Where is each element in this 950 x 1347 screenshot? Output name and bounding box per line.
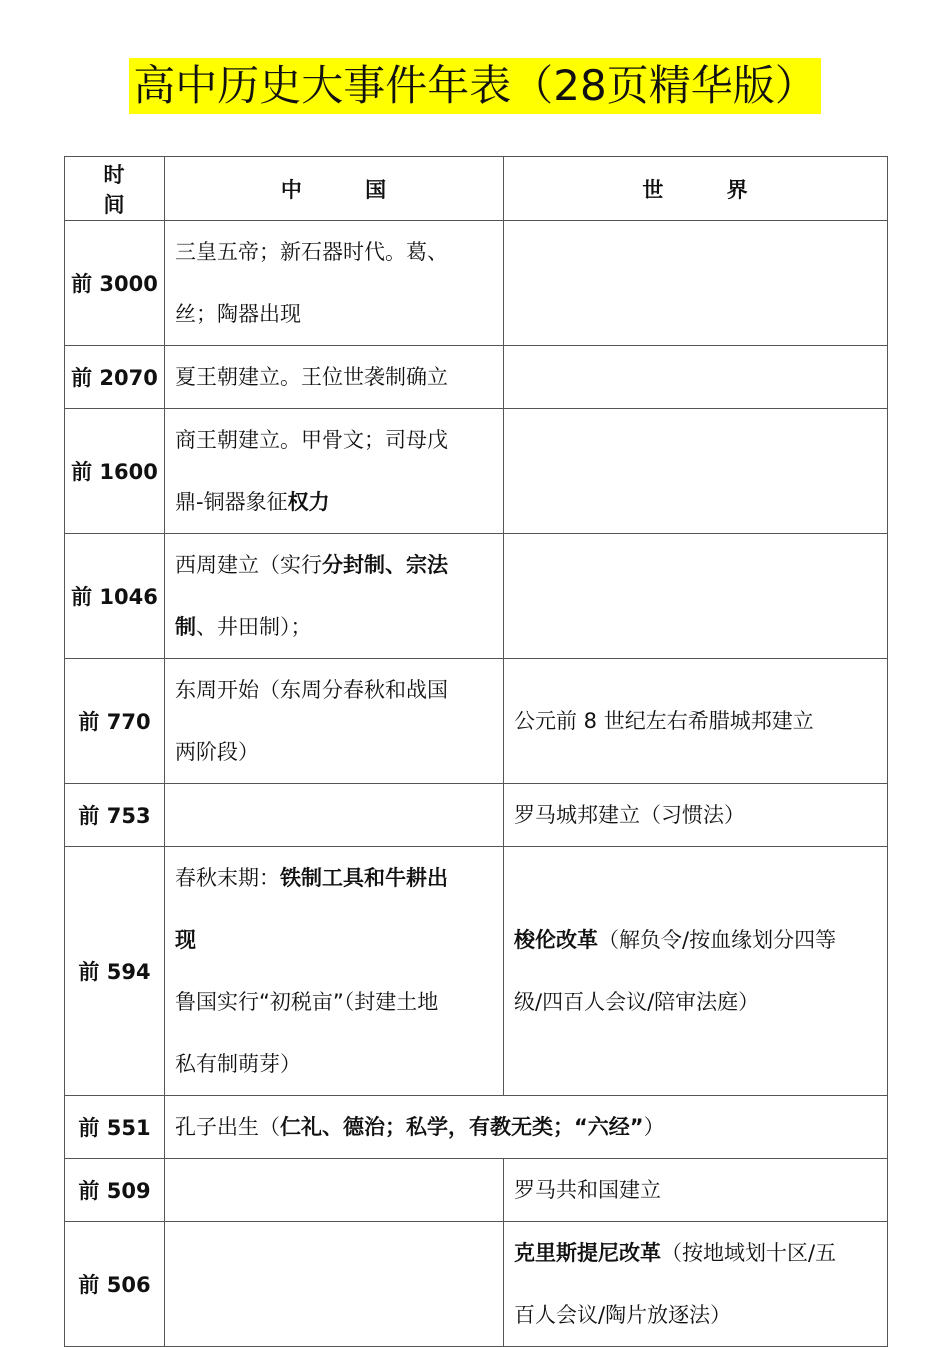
cell-world — [504, 221, 888, 346]
cell-world — [504, 659, 888, 784]
bold-text: 权力 — [287, 490, 330, 514]
cell-line — [514, 909, 877, 971]
cell-line — [514, 971, 877, 1033]
cell-world — [504, 534, 888, 659]
cell-china — [165, 221, 504, 346]
cell-line — [514, 784, 877, 846]
cell-time: 前 1046 — [65, 534, 165, 659]
cell-china — [165, 1222, 504, 1347]
text-segment: 鲁国实行“初税亩”（封建土地 — [175, 990, 439, 1014]
table-row — [65, 534, 888, 659]
table-row — [65, 847, 888, 1096]
cell-time: 前 1600 — [65, 409, 165, 534]
cell-line — [514, 1159, 877, 1221]
cell-line — [175, 283, 493, 345]
table-row — [65, 1159, 888, 1222]
timeline-table — [64, 156, 888, 1347]
cell-china — [165, 847, 504, 1096]
bold-text: 梭伦改革 — [514, 928, 598, 952]
text-segment: 、井田制）； — [196, 615, 312, 639]
cell-line — [514, 1222, 877, 1284]
cell-line — [175, 909, 493, 971]
bold-text: 分封制、宗法 — [322, 553, 448, 577]
cell-line — [514, 690, 877, 752]
text-segment: （按地域划十区/五 — [661, 1241, 837, 1265]
cell-line — [175, 409, 493, 471]
cell-time: 前 2070 — [65, 346, 165, 409]
cell-line — [175, 971, 493, 1033]
cell-time: 前 594 — [65, 847, 165, 1096]
cell-line — [175, 534, 493, 596]
table-header-row — [65, 157, 888, 221]
cell-line — [175, 659, 493, 721]
text-segment: 春秋末期： — [175, 866, 280, 890]
cell-china — [165, 1096, 888, 1159]
cell-time: 前 551 — [65, 1096, 165, 1159]
cell-world — [504, 847, 888, 1096]
text-segment: 丝；陶器出现 — [175, 302, 301, 326]
header-china: 中 国 — [165, 157, 504, 221]
cell-world — [504, 784, 888, 847]
text-segment: 三皇五帝；新石器时代。葛、 — [175, 240, 448, 264]
cell-china — [165, 1159, 504, 1222]
cell-line — [514, 1284, 877, 1346]
cell-world — [504, 1159, 888, 1222]
cell-time: 前 506 — [65, 1222, 165, 1347]
table-row — [65, 784, 888, 847]
cell-line — [175, 1096, 877, 1158]
text-segment: 私有制萌芽） — [175, 1052, 301, 1076]
text-segment: 东周开始（东周分春秋和战国 — [175, 678, 448, 702]
bold-text: 仁礼、德治；私学，有教无类；“六经” — [280, 1115, 644, 1139]
bold-text: 现 — [175, 928, 196, 952]
cell-line — [175, 596, 493, 658]
table-row — [65, 1096, 888, 1159]
text-segment: ） — [643, 1115, 665, 1139]
text-segment: 两阶段） — [175, 740, 259, 764]
text-segment: 商王朝建立。甲骨文；司母戊 — [175, 428, 448, 452]
text-segment: 西周建立（实行 — [175, 553, 322, 577]
cell-world — [504, 409, 888, 534]
text-segment: 夏王朝建立。王位世袭制确立 — [175, 365, 448, 389]
table-row — [65, 221, 888, 346]
header-time: 时 间 — [65, 157, 165, 221]
table-row — [65, 409, 888, 534]
text-segment: 公元前 8 世纪左右希腊城邦建立 — [514, 709, 814, 733]
cell-china — [165, 346, 504, 409]
cell-line — [175, 346, 493, 408]
cell-line — [175, 847, 493, 909]
title-wrap — [0, 58, 950, 114]
text-segment: 罗马共和国建立 — [514, 1178, 661, 1202]
cell-world — [504, 346, 888, 409]
cell-time: 前 770 — [65, 659, 165, 784]
page-title: 高中历史大事件年表（28页精华版） — [129, 58, 820, 114]
text-segment: 鼎-铜器象征 — [175, 490, 288, 514]
cell-china — [165, 534, 504, 659]
cell-time: 前 3000 — [65, 221, 165, 346]
text-segment: 孔子出生（ — [175, 1115, 280, 1139]
text-segment: （解负令/按血缘划分四等 — [598, 928, 837, 952]
cell-time: 前 509 — [65, 1159, 165, 1222]
cell-world — [504, 1222, 888, 1347]
table-row — [65, 659, 888, 784]
bold-text: 铁制工具和牛耕出 — [280, 866, 448, 890]
text-segment: 罗马城邦建立（习惯法） — [514, 803, 745, 827]
text-segment: 级/四百人会议/陪审法庭） — [514, 990, 760, 1014]
cell-line — [175, 721, 493, 783]
cell-line — [175, 221, 493, 283]
table-body — [65, 221, 888, 1347]
bold-text: 制 — [175, 615, 196, 639]
table-row — [65, 1222, 888, 1347]
header-world: 世 界 — [504, 157, 888, 221]
cell-time: 前 753 — [65, 784, 165, 847]
cell-china — [165, 659, 504, 784]
cell-line — [175, 471, 493, 533]
cell-china — [165, 409, 504, 534]
cell-china — [165, 784, 504, 847]
text-segment: 百人会议/陶片放逐法） — [514, 1303, 732, 1327]
cell-line — [175, 1033, 493, 1095]
bold-text: 克里斯提尼改革 — [514, 1241, 661, 1265]
table-row — [65, 346, 888, 409]
